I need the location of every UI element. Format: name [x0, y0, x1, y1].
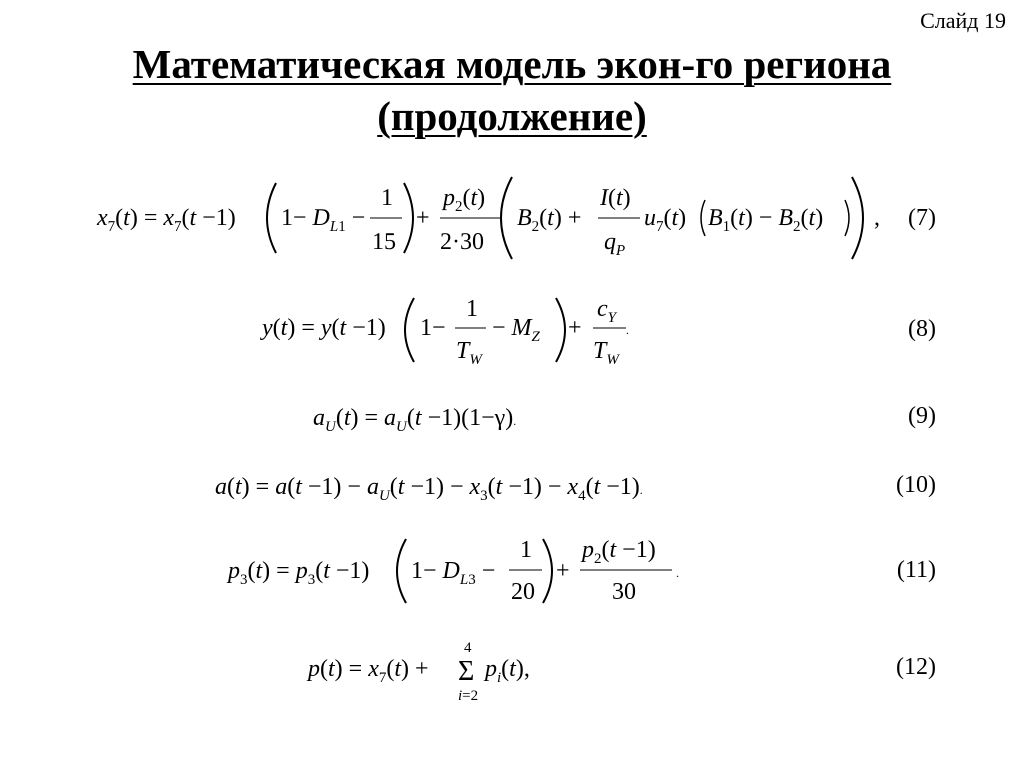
- equation-12: [0, 638, 1024, 708]
- svg-text:+: +: [556, 558, 570, 584]
- svg-text:1−: 1−: [420, 315, 446, 341]
- svg-text:.: .: [626, 323, 629, 337]
- svg-text:I(t): I(t): [600, 185, 631, 211]
- svg-text:p2(t): $p_2(t)$: [443, 185, 486, 215]
- title-line-2: (продолжение): [377, 93, 647, 139]
- svg-text:aU(t) = aU(t −1)(1−γ).: $a_U(t) = a_U(t -1)(1-\gamma)$.: [313, 405, 517, 435]
- svg-text:1: 1: [520, 537, 532, 563]
- equation-11: [0, 535, 1024, 610]
- svg-text:x7(t) = x7(t −1): $x_7(t) = x_7(t -1)$: [97, 205, 236, 235]
- svg-text:u7(t): $u_7(t)$: [644, 205, 687, 235]
- equation-number-7: (7): [908, 205, 936, 231]
- svg-text:1: 1: [381, 185, 393, 211]
- slide-number: Слайд 19: [920, 8, 1006, 33]
- svg-text:− MZ: − $M_Z$: [492, 315, 540, 345]
- slide-title: [0, 38, 1024, 142]
- svg-text:a(t) = a(t −1) − aU(t −1) − x3: $a(t) = a(t -1) - a_U(t -1) - x_3(t -1) - x_4(t -1)$.: [215, 474, 643, 504]
- svg-text:cY: $c_Y$: [597, 296, 616, 326]
- svg-text:1− DL1 −: $1- D_L1$ −: [281, 205, 366, 235]
- svg-text:TW: $T_W$: [593, 338, 619, 368]
- svg-text:p3(t) = p3(t −1): $p_3(t) = p_3(t -1)$: [228, 558, 370, 588]
- svg-text:p(t) = x7(t) +: $p(t) = x_7(t)$ +: [308, 656, 429, 686]
- equation-9: [0, 395, 1024, 435]
- svg-text:20: 20: [511, 579, 535, 605]
- svg-text:+: +: [416, 205, 430, 231]
- equation-number-12: (12): [896, 654, 936, 680]
- equation-7: [0, 175, 1024, 260]
- title-line-1: Математическая модель экон-го региона: [132, 41, 892, 87]
- svg-text:Σ: Σ: [458, 656, 475, 687]
- svg-text:15: 15: [372, 229, 396, 255]
- svg-text:i=2: i=2: [458, 688, 479, 704]
- svg-text:TW: $T_W$: [456, 338, 482, 368]
- svg-text:1− DL3 −: $1- D_L3$ −: [411, 558, 496, 588]
- svg-text:+: +: [568, 315, 582, 341]
- equation-number-10: (10): [896, 472, 936, 498]
- svg-text:qP: $q_P$: [604, 229, 626, 259]
- equation-number-8: (8): [908, 316, 936, 342]
- svg-text:B1(t) − B2(t): $B_1(t) - B_2(t)$: [708, 205, 824, 235]
- svg-text:pi(t),: $p_i(t)$,: [485, 656, 530, 686]
- svg-text:p2(t −1): $p_2(t -1)$: [582, 537, 656, 567]
- equation-number-9: (9): [908, 403, 936, 429]
- svg-text:,: ,: [874, 205, 880, 231]
- svg-text:.: .: [676, 566, 679, 580]
- svg-text:B2(t) +: $B_2(t)$ +: [517, 205, 582, 235]
- svg-text:2·30: 2·30: [440, 229, 484, 255]
- svg-text:1: 1: [466, 296, 478, 322]
- equation-8: [0, 290, 1024, 370]
- svg-text:4: 4: [464, 640, 472, 656]
- equation-10: [0, 465, 1024, 505]
- svg-text:30: 30: [612, 579, 636, 605]
- svg-text:y(t) = y(t −1): y(t) = y(t −1): [262, 315, 386, 341]
- equation-number-11: (11): [896, 557, 936, 583]
